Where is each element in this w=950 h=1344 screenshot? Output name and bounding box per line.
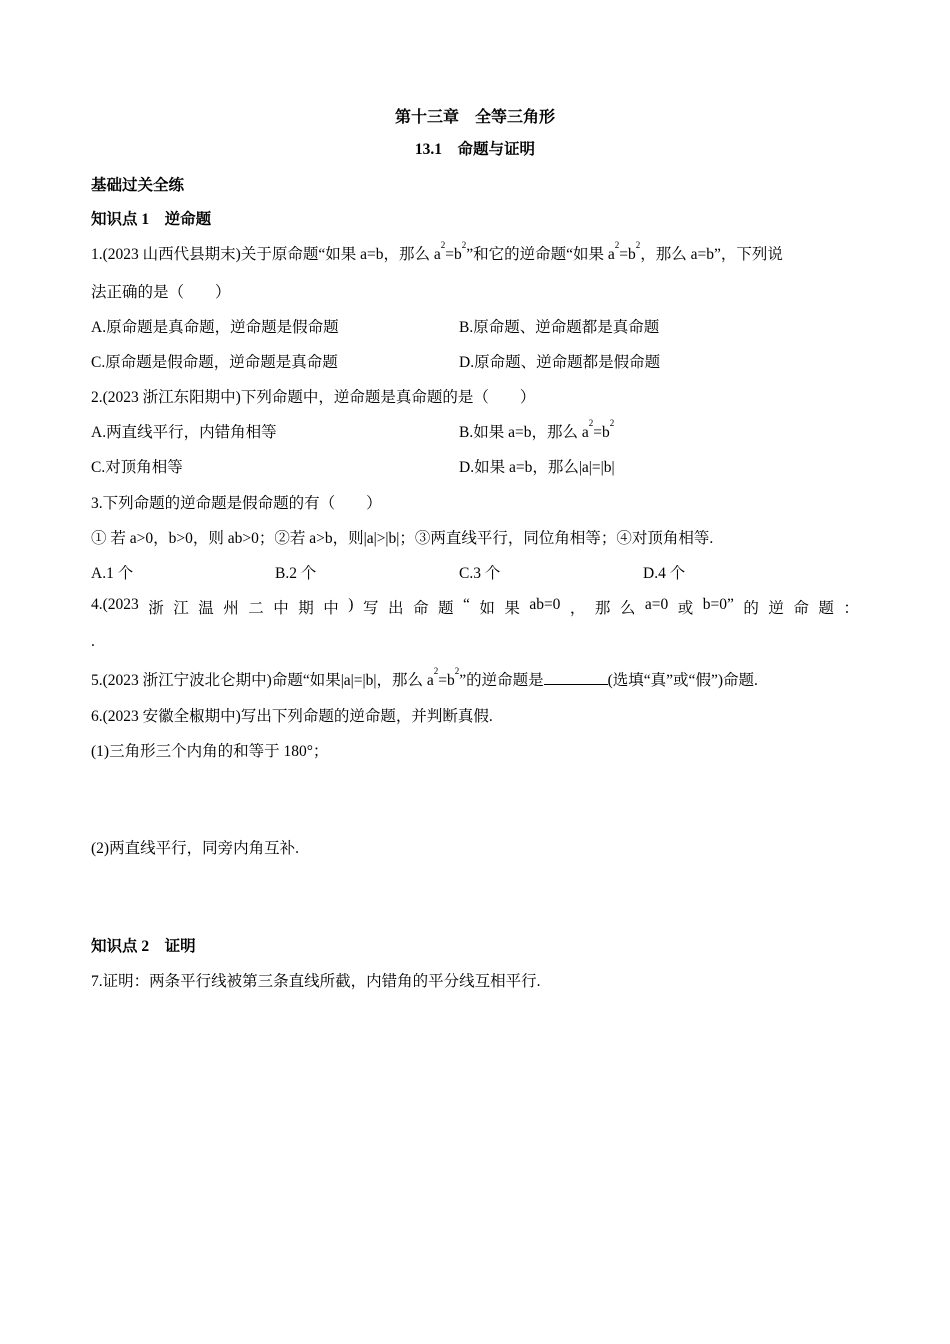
- q1-sup-4: 2: [635, 240, 641, 250]
- q5-answer-blank[interactable]: [544, 670, 608, 685]
- q3-items: ① 若 a>0，b>0，则 ab>0；②若 a>b，则|a|>|b|；③两直线平行，同位角相等；④对顶角相等.: [91, 530, 714, 547]
- q4-token: ：: [843, 600, 859, 617]
- q7-stem: 7.证明：两条平行线被第三条直线所截，内错角的平分线互相平行.: [91, 973, 541, 990]
- q4-token: 果: [504, 600, 520, 617]
- q6-part-1: (1)三角形三个内角的和等于 180°；: [91, 743, 329, 760]
- q3-option-c: C.3 个: [459, 565, 501, 582]
- q5-text-c: ”的逆命题是: [459, 672, 544, 689]
- q5-text-d: (选填“真”或“假”)命题.: [607, 672, 758, 689]
- q1-option-b: B.原命题、逆命题都是真命题: [459, 319, 660, 336]
- section-title-text: 13.1 命题与证明: [414, 141, 536, 158]
- q1-text-a: 1.(2023 山西代县期末)关于原命题“如果 a=b，那么 a: [91, 246, 441, 263]
- knowledge-point-1: 知识点 1 逆命题: [91, 211, 212, 228]
- q4-token: ): [348, 596, 354, 613]
- q2-option-b: [459, 420, 614, 442]
- q4-token: b=0”: [702, 596, 734, 613]
- knowledge-point-2: 知识点 2 证明: [91, 938, 196, 955]
- q5-sup-1: 2: [433, 666, 439, 676]
- q1-text-c: ”和它的逆命题“如果 a: [466, 246, 615, 263]
- q4-token: 命: [793, 600, 809, 617]
- q5-sup-2: 2: [454, 666, 460, 676]
- q4-token: 温: [198, 600, 214, 617]
- q2-option-b-text-b: =b: [593, 424, 610, 441]
- q2-option-d: D.如果 a=b，那么|a|=|b|: [459, 459, 615, 476]
- q4-token: 4.(2023: [91, 596, 139, 613]
- q1-text-d: =b: [619, 246, 636, 263]
- q4-stem: [91, 596, 859, 618]
- q4-answer-end: .: [91, 633, 95, 650]
- q2-option-b-text-a: B.如果 a=b，那么 a: [459, 424, 589, 441]
- q4-token: 中: [323, 600, 339, 617]
- q2-sup-2: 2: [609, 418, 615, 428]
- q5-stem: [91, 668, 758, 690]
- q1-sup-1: 2: [440, 240, 446, 250]
- q1-text-e: ，那么 a=b”，下列说: [640, 246, 783, 263]
- q4-token: “: [462, 596, 470, 613]
- q4-token: ab=0: [529, 596, 561, 613]
- q4-token: a=0: [644, 596, 669, 613]
- q4-token: 逆: [768, 600, 784, 617]
- q4-token: 出: [387, 600, 404, 617]
- q4-token: 州: [223, 600, 239, 617]
- chapter-title: 第十三章 全等三角形: [394, 109, 555, 126]
- q4-token: 浙: [148, 600, 164, 617]
- q2-stem: 2.(2023 浙江东阳期中)下列命题中，逆命题是真命题的是（ ）: [91, 389, 536, 406]
- q1-stem-line2: 法正确的是（ ）: [91, 284, 231, 301]
- q3-option-a: A.1 个: [91, 565, 134, 582]
- q4-token: 或: [677, 600, 694, 617]
- q6-part-2: (2)两直线平行，同旁内角互补.: [91, 840, 299, 857]
- q1-option-c: C.原命题是假命题，逆命题是真命题: [91, 354, 338, 371]
- q2-option-c: C.对顶角相等: [91, 459, 183, 476]
- q4-token: 期: [298, 600, 314, 617]
- q4-token: 题: [437, 600, 454, 617]
- q1-text-b: =b: [445, 246, 462, 263]
- q5-text-b: =b: [438, 672, 455, 689]
- q4-token: 中: [273, 600, 289, 617]
- q4-token: 命: [412, 600, 429, 617]
- q3-option-b: B.2 个: [275, 565, 317, 582]
- q5-text-a: 5.(2023 浙江宁波北仑期中)命题“如果|a|=|b|，那么 a: [91, 672, 434, 689]
- q2-sup-1: 2: [588, 418, 594, 428]
- q4-token: 江: [173, 600, 189, 617]
- q3-stem: 3.下列命题的逆命题是假命题的有（ ）: [91, 495, 382, 512]
- q1-sup-3: 2: [614, 240, 620, 250]
- q4-token: 写: [362, 600, 379, 617]
- section-title: [0, 137, 950, 159]
- q1-option-a: A.原命题是真命题，逆命题是假命题: [91, 319, 339, 336]
- q4-token: 二: [248, 600, 264, 617]
- q2-option-a: A.两直线平行，内错角相等: [91, 424, 277, 441]
- q4-token: 那: [594, 600, 611, 617]
- q4-token: 的: [743, 600, 759, 617]
- part-heading: 基础过关全练: [91, 177, 185, 194]
- q6-stem: 6.(2023 安徽全椒期中)写出下列命题的逆命题，并判断真假.: [91, 708, 493, 725]
- q1-sup-2: 2: [461, 240, 467, 250]
- q1-option-d: D.原命题、逆命题都是假命题: [459, 354, 661, 371]
- q1-stem-line1: [91, 242, 783, 264]
- q4-token: 么: [619, 600, 636, 617]
- q4-token: 如: [479, 600, 495, 617]
- q4-token: ，: [569, 600, 586, 617]
- q3-option-d: D.4 个: [643, 565, 686, 582]
- q4-token: 题: [818, 600, 834, 617]
